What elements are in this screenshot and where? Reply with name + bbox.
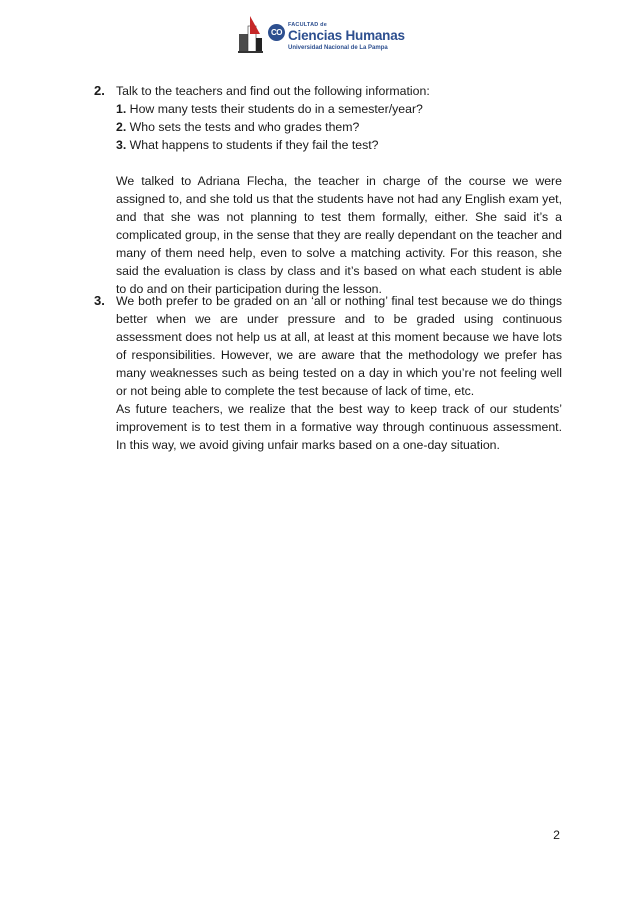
question-2-number: 2. xyxy=(116,120,127,134)
question-1-text: How many tests their students do in a semester/year? xyxy=(126,102,423,116)
question-3 xyxy=(116,136,562,154)
question-1-number: 1. xyxy=(116,102,127,116)
page-number: 2 xyxy=(553,828,560,842)
logo-badge: CO xyxy=(268,24,285,41)
section-2-number: 2. xyxy=(94,83,105,98)
logo-small-text: FACULTAD de xyxy=(288,22,327,28)
faculty-logo xyxy=(236,14,405,56)
section-3 xyxy=(94,292,562,454)
logo-title: Ciencias Humanas xyxy=(288,28,405,43)
section-3-paragraph-2: As future teachers, we realize that the best way to keep track of our students’ improvement is to test them in a formative way through continuous assessment. In this way, we avoid giving unfair marks based on a one-day situation. xyxy=(116,402,562,452)
faculty-emblem-icon xyxy=(236,14,264,54)
section-2-prompt: Talk to the teachers and find out the following information: xyxy=(116,84,430,98)
section-3-paragraph-1: We both prefer to be graded on an ‘all or nothing’ final test because we do things better when we are under pressure and to be graded using continuous assessment does not help us at all, at least at this moment because we have lots of responsibilities. However, we are aware that the methodology we prefer has many weaknesses such as being tested on a day in which you’re not feeling well or not being able to complete the test because of lack of time, etc. xyxy=(116,294,562,398)
section-2 xyxy=(94,82,562,298)
question-2-text: Who sets the tests and who grades them? xyxy=(126,120,360,134)
question-1 xyxy=(116,100,562,118)
section-3-number: 3. xyxy=(94,293,105,308)
question-2 xyxy=(116,118,562,136)
section-2-answer: We talked to Adriana Flecha, the teacher in charge of the course we were assigned to, and she told us that the students have not had any English exam yet, and that she was not planning to test them formally, either. She said it’s a complicated group, in the sense that they are really dependant on the teacher and many of them need help, even to solve a matching activity. For this reason, she said the evaluation is class by class and it’s based on what each student is able to do and on their participation during the lesson. xyxy=(116,174,562,296)
logo-subtitle: Universidad Nacional de La Pampa xyxy=(288,45,388,51)
question-3-text: What happens to students if they fail the test? xyxy=(126,138,379,152)
question-3-number: 3. xyxy=(116,138,127,152)
